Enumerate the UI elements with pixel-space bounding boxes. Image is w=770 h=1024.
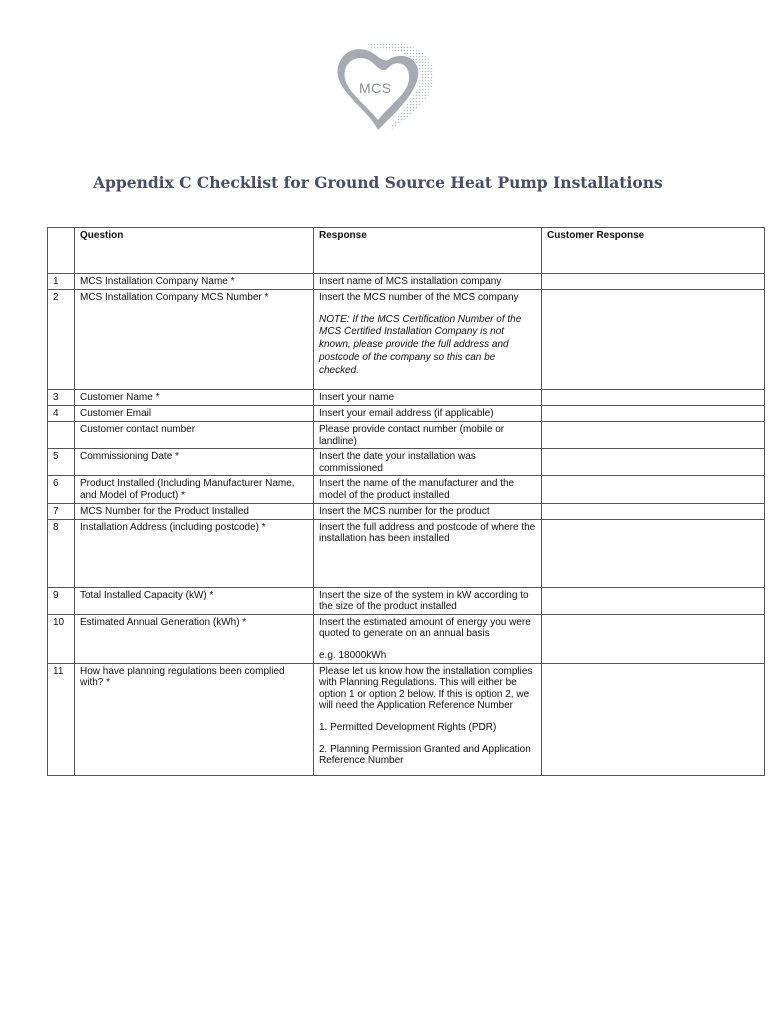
row-question: How have planning regulations been complied with? * [75,663,314,775]
mcs-logo-text: MCS [359,80,392,96]
row-question: Total Installed Capacity (kW) * [75,587,314,614]
customer-response-cell[interactable] [542,503,765,519]
customer-response-cell[interactable] [542,390,765,406]
row-option-1: 1. Permitted Development Rights (PDR) [319,721,497,733]
row-response: Insert the full address and postcode of where the installation has been installed [314,519,542,587]
table-row [48,290,765,390]
row-number [48,422,75,449]
row-number: 2 [48,290,75,390]
customer-response-cell[interactable] [542,614,765,663]
row-response: Please let us know how the installation complies with Planning Regulations. This will either be option 1 or option 2 below. If this is option 2, we will need the Application Reference Number [319,665,533,712]
row-number: 9 [48,587,75,614]
customer-response-cell[interactable] [542,587,765,614]
table-row [48,390,765,406]
row-question: Product Installed (Including Manufacturer Name, and Model of Product) * [75,476,314,503]
customer-response-cell[interactable] [542,274,765,290]
table-row [48,614,765,663]
checklist-table [47,227,765,776]
row-response: Insert the estimated amount of energy you were quoted to generate on an annual basis [319,616,531,640]
header-question: Question [75,228,314,274]
row-response: Insert the MCS number of the MCS company [319,292,519,303]
row-example: e.g. 18000kWh [319,649,387,661]
row-question: Customer contact number [75,422,314,449]
row-number: 11 [48,663,75,775]
row-number: 7 [48,503,75,519]
row-response: Insert name of MCS installation company [314,274,542,290]
page-title: Appendix C Checklist for Ground Source Heat Pump Installations [93,173,663,192]
customer-response-cell[interactable] [542,476,765,503]
row-question: Estimated Annual Generation (kWh) * [75,614,314,663]
row-question: MCS Installation Company Name * [75,274,314,290]
row-note: NOTE: If the MCS Certification Number of the MCS Certified Installation Company is not known, please provide the full address and postcode of the company so this can be checked. [319,313,522,376]
row-number: 6 [48,476,75,503]
header-number [48,228,75,274]
row-response: Please provide contact number (mobile or landline) [314,422,542,449]
table-row [48,274,765,290]
customer-response-cell[interactable] [542,519,765,587]
row-response: Insert the name of the manufacturer and the model of the product installed [314,476,542,503]
row-question: Installation Address (including postcode) * [75,519,314,587]
row-number: 1 [48,274,75,290]
row-response: Insert your name [314,390,542,406]
row-number: 4 [48,406,75,422]
customer-response-cell[interactable] [542,449,765,476]
row-question: Customer Email [75,406,314,422]
row-question: MCS Installation Company MCS Number * [75,290,314,390]
row-response-cell [314,663,542,775]
customer-response-cell[interactable] [542,290,765,390]
row-response: Insert the MCS number for the product [314,503,542,519]
row-response: Insert your email address (if applicable) [314,406,542,422]
customer-response-cell[interactable] [542,663,765,775]
row-question: Commissioning Date * [75,449,314,476]
row-number: 5 [48,449,75,476]
table-row [48,422,765,449]
row-option-2: 2. Planning Permission Granted and Application Reference Number [319,743,531,767]
row-response-cell [314,290,542,390]
row-response: Insert the date your installation was commissioned [314,449,542,476]
row-question: MCS Number for the Product Installed [75,503,314,519]
row-number: 10 [48,614,75,663]
row-question: Customer Name * [75,390,314,406]
table-row [48,406,765,422]
row-number: 8 [48,519,75,587]
table-header-row [48,228,765,274]
customer-response-cell[interactable] [542,406,765,422]
header-customer-response: Customer Response [542,228,765,274]
row-response-cell [314,614,542,663]
table-row [48,476,765,503]
table-row [48,663,765,775]
table-row [48,587,765,614]
customer-response-cell[interactable] [542,422,765,449]
table-row [48,503,765,519]
table-row [48,519,765,587]
row-number: 3 [48,390,75,406]
row-response: Insert the size of the system in kW according to the size of the product installed [314,587,542,614]
table-row [48,449,765,476]
header-response: Response [314,228,542,274]
